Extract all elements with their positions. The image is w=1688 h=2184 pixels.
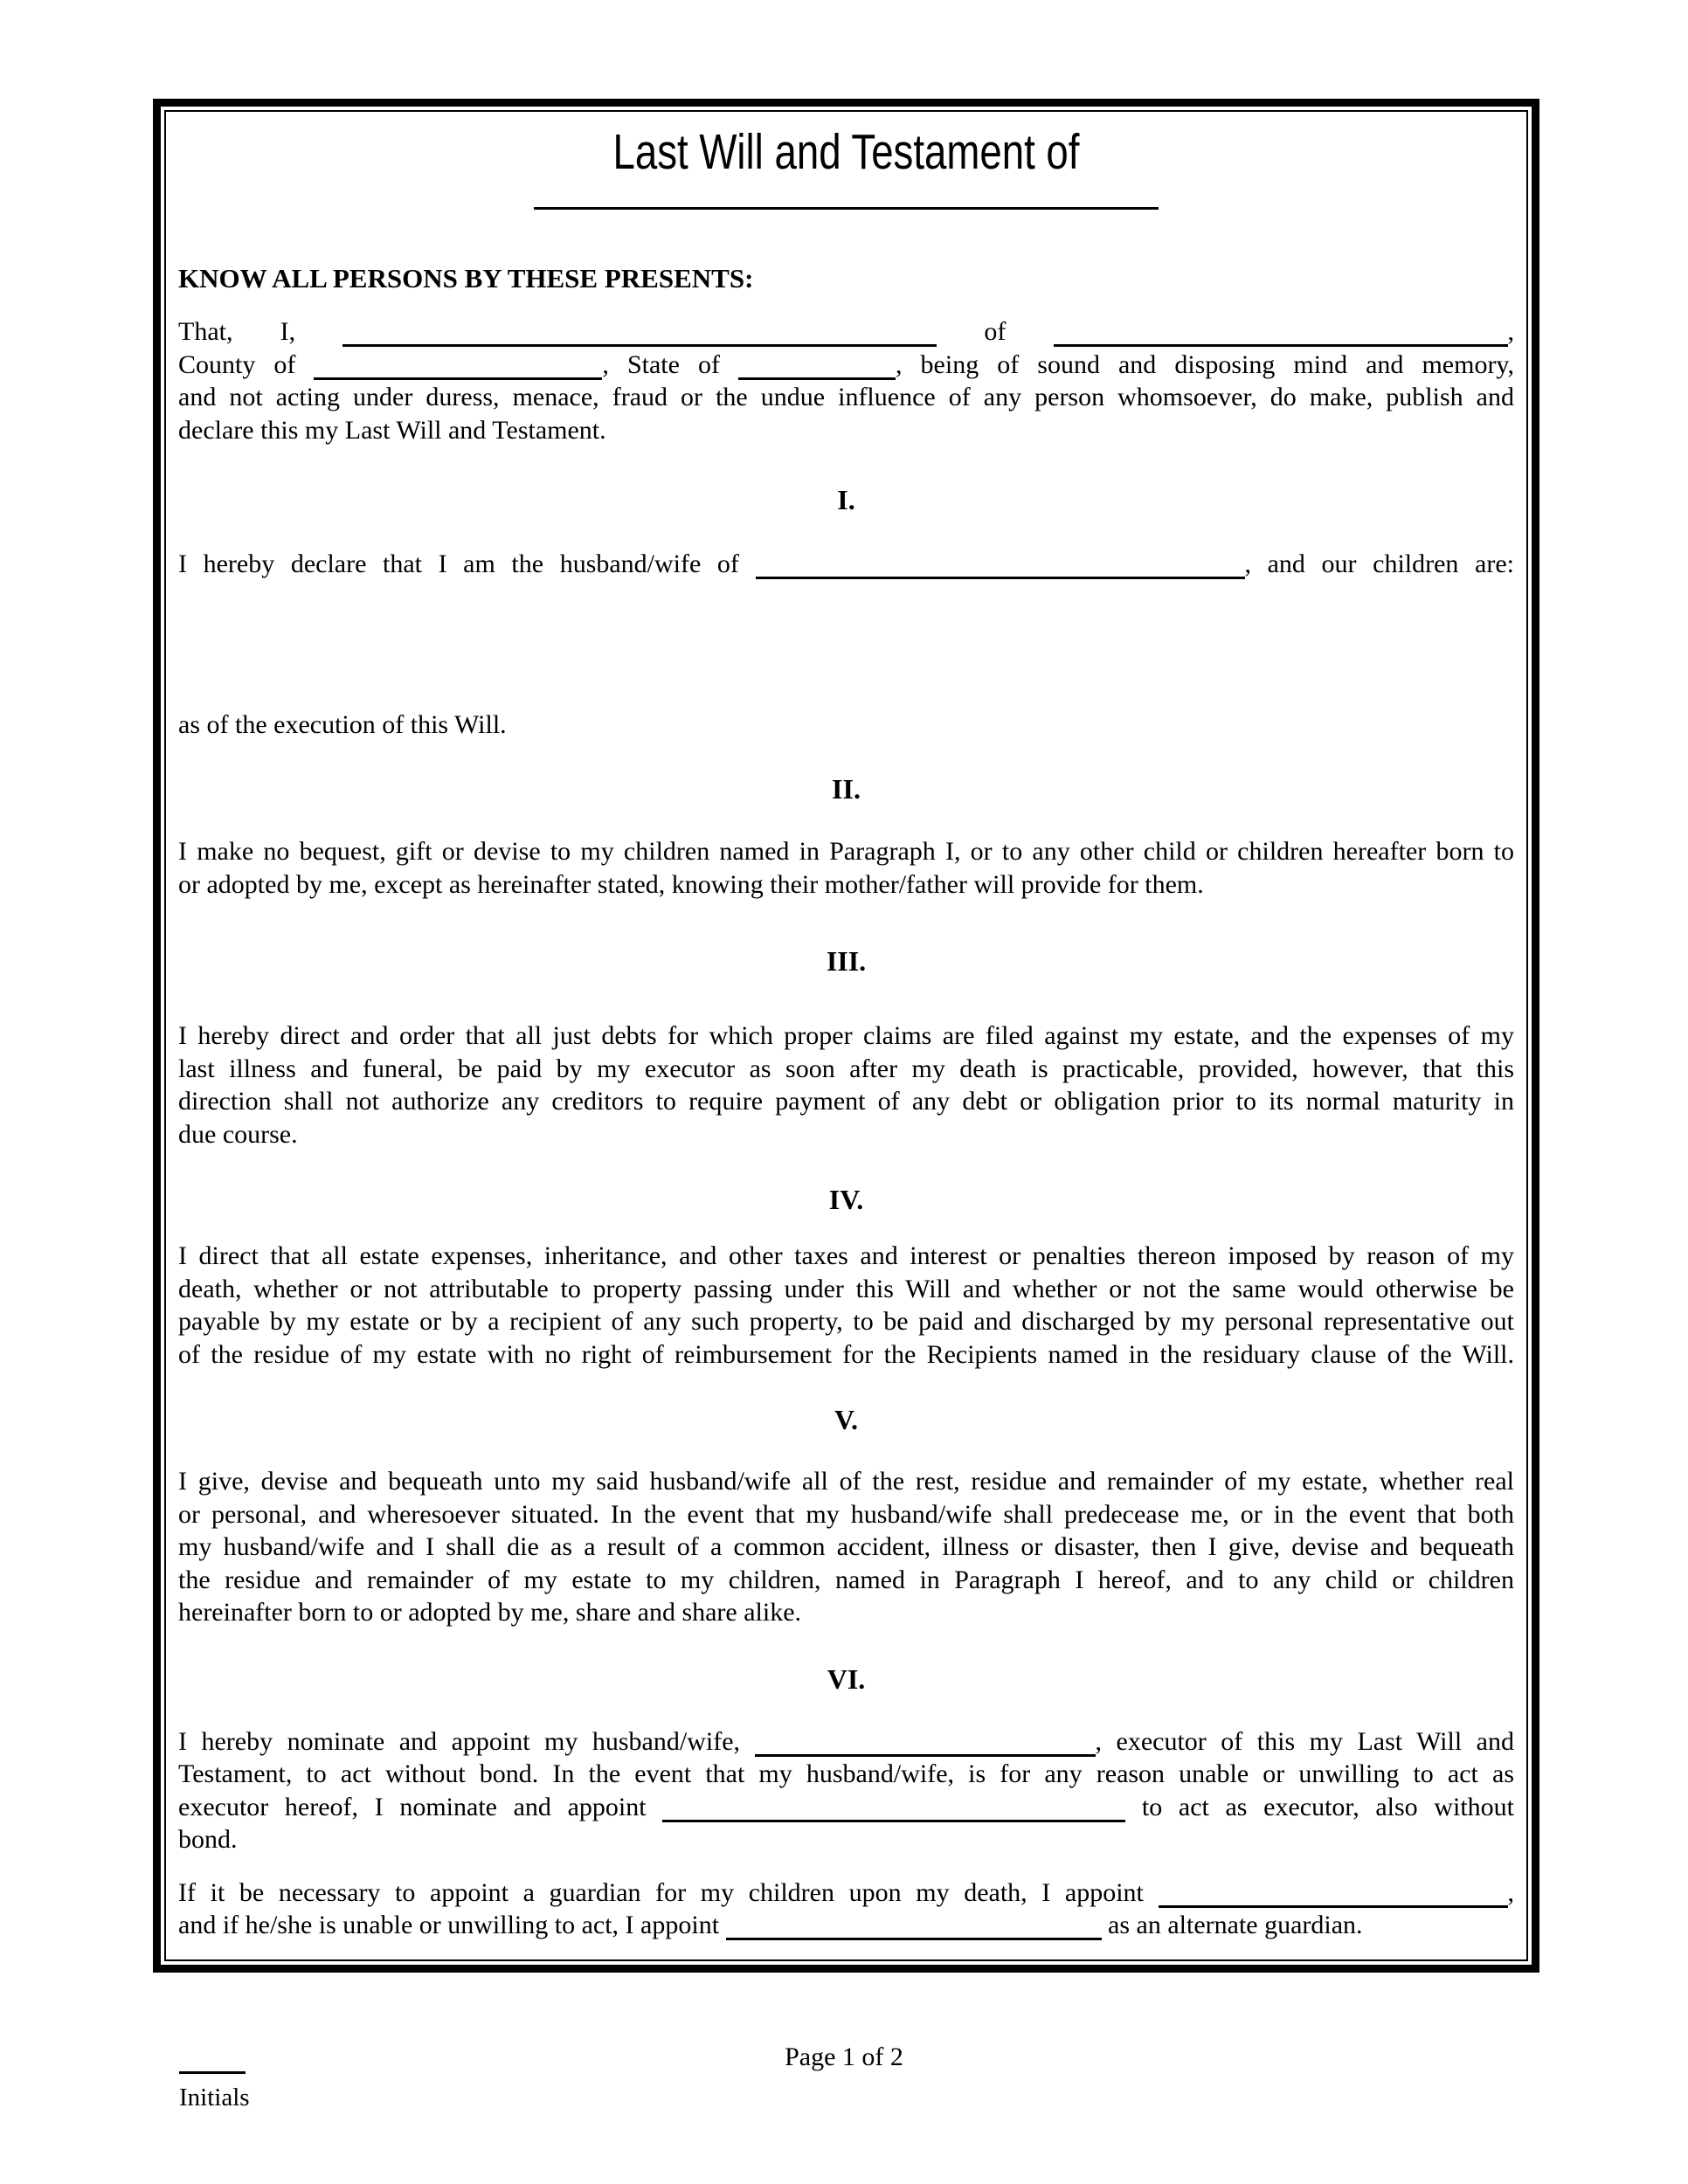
text-line: If it be necessary to appoint a guardian for my children upon my death, I appoint , [178,1877,1514,1907]
paragraph [178,1019,1514,1151]
paragraph [178,835,1514,901]
text-line: and if he/she is unable or unwilling to act, I appoint as an alternate guardian. [178,1911,1363,1939]
initials-line[interactable] [179,2071,246,2074]
text-line: bond. [178,1825,238,1854]
text-line: as of the execution of this Will. [178,709,507,739]
section-heading: II. [832,773,861,805]
section-heading: IV. [828,1184,864,1215]
text-line: I direct that all estate expenses, inheritance, and other taxes and interest or penalties thereon imposed by reason of my [178,1241,1514,1270]
text-line: I make no bequest, gift or devise to my children named in Paragraph I, or to any other child or children hereafter born to [178,837,1514,866]
blank-executor-spouse-name[interactable] [755,1747,1096,1757]
section-heading: I. [837,484,855,515]
text-line: last illness and funeral, be paid by my executor as soon after my death is practicable, provided, however, that this [178,1054,1514,1083]
text-line: executor hereof, I nominate and appoint to act as executor, also without [178,1792,1514,1821]
blank-alternate-guardian-name[interactable] [726,1931,1102,1940]
frame-inner [164,110,1528,1961]
text-line: That, I, of , [178,317,1514,346]
section-heading: V. [834,1404,858,1435]
text-line: and not acting under duress, menace, fraud or the undue influence of any person whomsoever, do make, publish and [178,383,1514,411]
text-line: hereinafter born to or adopted by me, share and share alike. [178,1598,802,1627]
text-line: County of , State of , being of sound and disposing mind and memory, [178,349,1514,379]
paragraph [178,548,1514,581]
blank-alternate-executor-name[interactable] [662,1813,1125,1822]
section-heading: VI. [827,1662,866,1695]
document-body [178,315,1514,1942]
page-number: Page 1 of 2 [785,2042,903,2071]
blank-state[interactable] [738,370,896,380]
initials-label: Initials [179,2084,250,2111]
paragraph [178,1725,1514,1856]
blank-spouse-name[interactable] [756,570,1245,579]
text-line: I hereby direct and order that all just debts for which proper claims are filed against my estate, and the expenses of my [178,1021,1514,1050]
text-line: I hereby nominate and appoint my husband/wife, , executor of this my Last Will and [178,1726,1514,1756]
section-heading: III. [826,945,867,977]
paragraph [178,708,1514,742]
paragraph [178,315,1514,446]
blank-guardian-name[interactable] [1159,1898,1508,1908]
text-line: due course. [178,1119,298,1149]
document-frame [153,99,1539,1973]
preamble-heading: KNOW ALL PERSONS BY THESE PRESENTS: [178,263,754,294]
paragraph [178,1240,1514,1371]
blank-county[interactable] [314,370,602,380]
text-line: declare this my Last Will and Testament. [178,415,606,445]
text-line: Testament, to act without bond. In the event that my husband/wife, is for any reason unable or unwilling to act as [178,1759,1514,1788]
text-line: of the residue of my estate with no right of reimbursement for the Recipients named in the residuary clause of the Will. [178,1339,1514,1369]
text-line: my husband/wife and I shall die as a result of a common accident, illness or disaster, then I give, devise and bequeath [178,1532,1514,1561]
text-line: death, whether or not attributable to property passing under this Will and whether or not the same would otherwise be [178,1274,1514,1303]
text-line: or adopted by me, except as hereinafter stated, knowing their mother/father will provide for them. [178,869,1204,899]
text-line: direction shall not authorize any creditors to require payment of any debt or obligation prior to its normal maturity in [178,1087,1514,1116]
text-line: or personal, and wheresoever situated. In the event that my husband/wife shall predecease me, or in the event that both [178,1499,1514,1529]
paragraph [178,1876,1514,1942]
blank-testator-city[interactable] [1054,337,1508,347]
paragraph [178,1465,1514,1629]
text-line: payable by my estate or by a recipient of any such property, to be paid and discharged by my personal representative out [178,1307,1514,1336]
text-line: I give, devise and bequeath unto my said husband/wife all of the rest, residue and remainder of my estate, whether real [178,1467,1514,1496]
text-line: I hereby declare that I am the husband/wife of , and our children are: [178,549,1514,578]
blank-title-testator-name[interactable] [534,207,1159,210]
text-line: the residue and remainder of my estate to my children, named in Paragraph I hereof, and to any child or children [178,1565,1514,1594]
document-title: Last Will and Testament of [612,124,1080,180]
blank-testator-name[interactable] [342,337,937,347]
children-names-area[interactable] [178,581,1514,708]
